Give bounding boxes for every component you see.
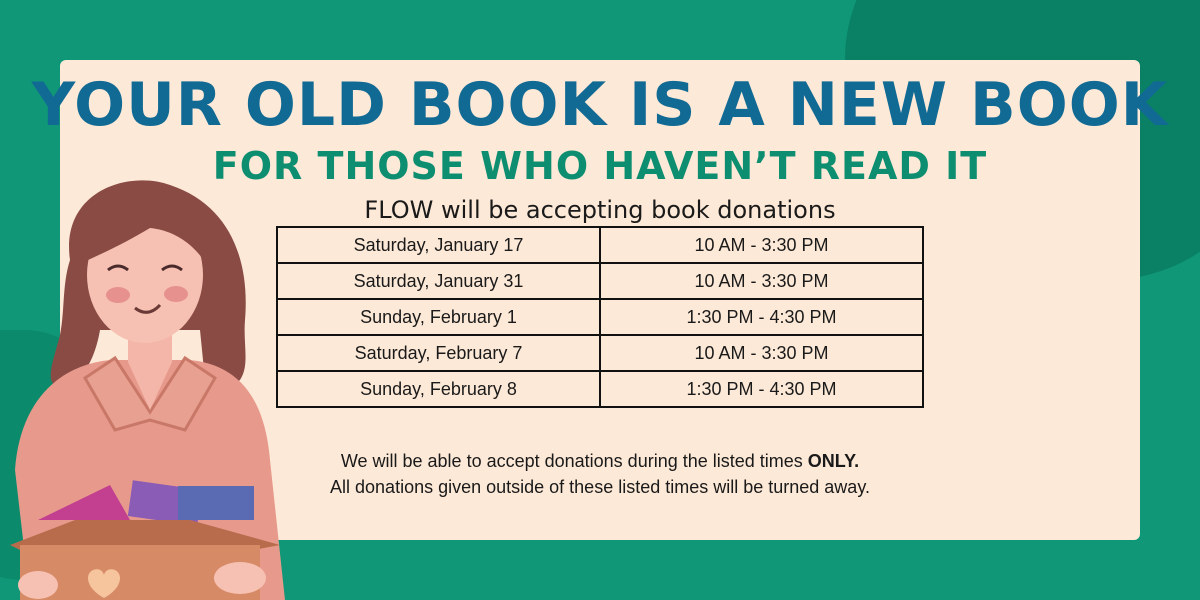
headline: YOUR OLD BOOK IS A NEW BOOK	[31, 70, 1169, 140]
notice-text: We will be able to accept donations during the listed times	[340, 451, 808, 471]
table-row	[277, 263, 923, 299]
time-cell: 10 AM - 3:30 PM	[600, 227, 923, 263]
notice-emphasis: ONLY.	[807, 451, 860, 471]
table-row	[277, 227, 923, 263]
time-cell: 1:30 PM - 4:30 PM	[600, 371, 923, 407]
day-cell: Sunday, February 8	[277, 371, 600, 407]
notice-line-2: All donations given outside of these listed times will be turned away.	[330, 477, 870, 497]
day-cell: Saturday, February 7	[277, 335, 600, 371]
table-row	[277, 299, 923, 335]
table-row	[277, 335, 923, 371]
time-cell: 10 AM - 3:30 PM	[600, 263, 923, 299]
table-row	[277, 371, 923, 407]
woman-holding-box-of-books-illustration	[0, 170, 300, 600]
intro-text: FLOW will be accepting book donations	[364, 196, 836, 224]
day-cell: Saturday, January 17	[277, 227, 600, 263]
subheadline: FOR THOSE WHO HAVEN’T READ IT	[212, 144, 988, 188]
day-cell: Sunday, February 1	[277, 299, 600, 335]
time-cell: 1:30 PM - 4:30 PM	[600, 299, 923, 335]
time-cell: 10 AM - 3:30 PM	[600, 335, 923, 371]
day-cell: Saturday, January 31	[277, 263, 600, 299]
donation-schedule-table	[276, 226, 924, 408]
